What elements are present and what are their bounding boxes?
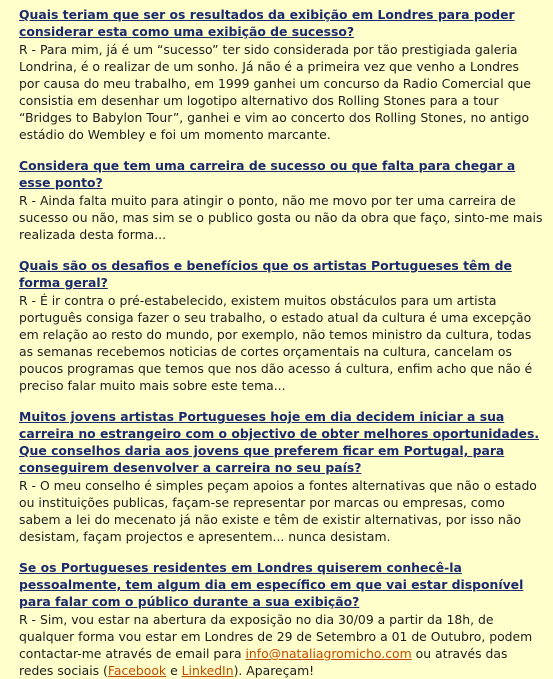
qa-item xyxy=(19,6,543,143)
answer-text-part: R - Sim, vou estar na abertura da exposição no dia 30/09 a partir da 18h, de qualquer forma vou estar em Londres de 29 de Setembro a 01 de Outubro, podem contactar-me através de email para xyxy=(19,612,533,661)
question-heading: Quais são os desafios e benefícios que os artistas Portugueses têm de forma geral? xyxy=(19,258,512,290)
answer-text: R - Ainda falta muito para atingir o ponto, não me movo por ter uma carreira de sucesso ou não, mas sim se o publico gosta ou não da obra que faço, sinto-me mais realizada desta forma... xyxy=(19,193,543,242)
answer-text-part: ou através das redes sociais ( xyxy=(19,646,508,678)
answer-text: R - Para mim, já é um “sucesso” ter sido considerada por tão prestigiada galeria Londrina, é o realizar de um sonho. Já não é a primeira vez que venho a Londres por causa do meu trabalho, em 1999 ganhei um concurso da Radio Comercial que consistia em desenhar um logotipo alternativo dos Rolling Stones para a tour “Bridges to Babylon Tour”, ganhei e vim ao concerto dos Rolling Stones, no antigo estádio do Wembley e foi um momento marcante. xyxy=(19,42,531,142)
answer-text-part: ). Apareçam! xyxy=(233,663,315,678)
answer-text xyxy=(19,611,543,679)
question-heading: Muitos jovens artistas Portugueses hoje em dia decidem iniciar a sua carreira no estrangeiro com o objectivo de obter melhores oportunidades. Que conselhos daria aos jovens que preferem ficar em Portugal, para conseguirem desenvolver a carreira no seu país? xyxy=(19,409,540,475)
facebook-link[interactable]: Facebook xyxy=(107,663,167,678)
qa-item xyxy=(19,408,543,545)
qa-item xyxy=(19,559,543,679)
answer-text-part: e xyxy=(166,663,182,678)
linkedin-link[interactable]: LinkedIn xyxy=(181,663,234,678)
email-link[interactable]: info@nataliagromicho.com xyxy=(245,646,412,661)
question-heading: Quais teriam que ser os resultados da exibição em Londres para poder considerar esta como uma exibição de sucesso? xyxy=(19,7,515,39)
answer-text: R - O meu conselho é simples peçam apoios a fontes alternativas que não o estado ou instituições publicas, façam-se representar por marcas ou empresas, como sabem a lei do mecenato já não existe e têm de existir alternativas, por isso não desistam, façam projectos e apresentem... nunca desistam. xyxy=(19,478,537,544)
qa-item xyxy=(19,257,543,394)
answer-text: R - É ir contra o pré-estabelecido, existem muitos obstáculos para um artista português consiga fazer o seu trabalho, o estado atual da cultura é uma excepção em relação ao resto do mundo, por exemplo, não temos ministro da cultura, todas as semanas recebemos noticias de cortes orçamentais na cultura, cancelam os poucos programas que temos que nos dão acesso á cultura, enfim acho que não é preciso falar muito mais sobre este tema... xyxy=(19,293,533,393)
qa-item xyxy=(19,157,543,243)
question-heading: Considera que tem uma carreira de sucesso ou que falta para chegar a esse ponto? xyxy=(19,158,516,190)
question-heading: Se os Portugueses residentes em Londres quiserem conhecê-la pessoalmente, tem algum dia em específico em que vai estar disponível para falar com o público durante a sua exibição? xyxy=(19,560,524,609)
